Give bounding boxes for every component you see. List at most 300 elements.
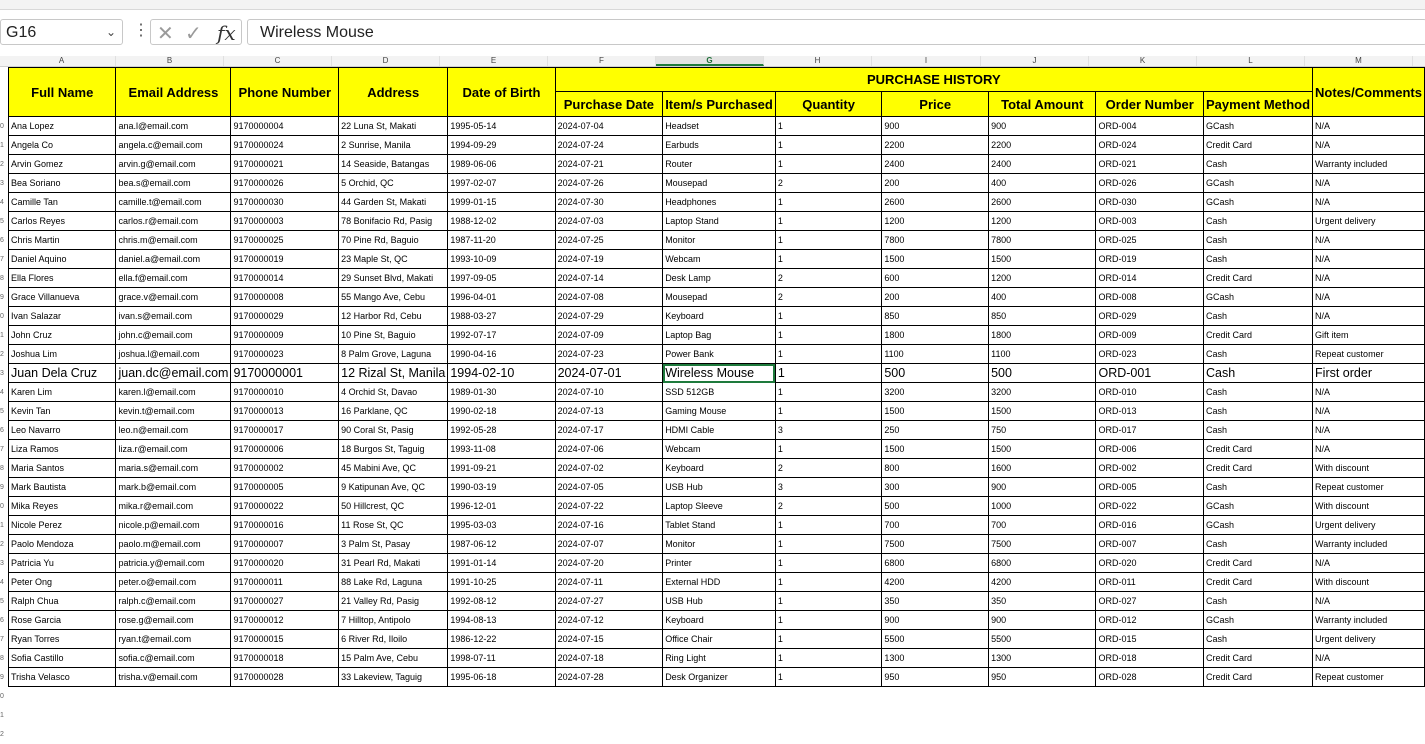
- cell-notes[interactable]: N/A: [1313, 174, 1425, 193]
- cell-full-name[interactable]: Patricia Yu: [9, 554, 116, 573]
- cell-payment[interactable]: Cash: [1204, 402, 1313, 421]
- cell-notes[interactable]: N/A: [1313, 592, 1425, 611]
- cell-full-name[interactable]: Leo Navarro: [9, 421, 116, 440]
- cell-notes[interactable]: Urgent delivery: [1313, 212, 1425, 231]
- cell-items[interactable]: Mousepad: [663, 288, 776, 307]
- cell-purchase-date[interactable]: 2024-07-26: [555, 174, 663, 193]
- cell-dob[interactable]: 1995-03-03: [448, 516, 555, 535]
- cell-notes[interactable]: First order: [1313, 364, 1425, 383]
- cell-payment[interactable]: Cash: [1204, 364, 1313, 383]
- cell-phone[interactable]: 9170000027: [231, 592, 339, 611]
- cell-quantity[interactable]: 1: [775, 592, 881, 611]
- cell-address[interactable]: 16 Parklane, QC: [339, 402, 448, 421]
- cell-purchase-date[interactable]: 2024-07-29: [555, 307, 663, 326]
- cell-purchase-date[interactable]: 2024-07-24: [555, 136, 663, 155]
- cell-dob[interactable]: 1991-09-21: [448, 459, 555, 478]
- cell-payment[interactable]: Credit Card: [1204, 459, 1313, 478]
- cell-purchase-date[interactable]: 2024-07-20: [555, 554, 663, 573]
- cell-phone[interactable]: 9170000012: [231, 611, 339, 630]
- cell-phone[interactable]: 9170000009: [231, 326, 339, 345]
- cell-quantity[interactable]: 1: [775, 136, 881, 155]
- cell-notes[interactable]: N/A: [1313, 554, 1425, 573]
- cell-price[interactable]: 200: [882, 288, 989, 307]
- column-letter-m[interactable]: M: [1305, 56, 1413, 66]
- cell-quantity[interactable]: 1: [775, 649, 881, 668]
- cell-items[interactable]: Ring Light: [663, 649, 776, 668]
- cell-email[interactable]: kevin.t@email.com: [116, 402, 231, 421]
- row-number[interactable]: 1: [0, 522, 4, 529]
- cell-email[interactable]: juan.dc@email.com: [116, 364, 231, 383]
- cell-full-name[interactable]: Karen Lim: [9, 383, 116, 402]
- cell-dob[interactable]: 1994-08-13: [448, 611, 555, 630]
- formula-input[interactable]: [247, 19, 1425, 45]
- cell-address[interactable]: 6 River Rd, Iloilo: [339, 630, 448, 649]
- cell-dob[interactable]: 1998-07-11: [448, 649, 555, 668]
- cell-email[interactable]: patricia.y@email.com: [116, 554, 231, 573]
- cell-purchase-date[interactable]: 2024-07-08: [555, 288, 663, 307]
- column-letter-a[interactable]: A: [8, 56, 116, 66]
- cell-purchase-date[interactable]: 2024-07-12: [555, 611, 663, 630]
- cell-phone[interactable]: 9170000008: [231, 288, 339, 307]
- cell-quantity[interactable]: 1: [775, 440, 881, 459]
- cell-items[interactable]: HDMI Cable: [663, 421, 776, 440]
- cell-email[interactable]: arvin.g@email.com: [116, 155, 231, 174]
- cell-email[interactable]: angela.c@email.com: [116, 136, 231, 155]
- cell-total[interactable]: 900: [989, 117, 1096, 136]
- cell-payment[interactable]: Credit Card: [1204, 668, 1313, 687]
- cell-quantity[interactable]: 1: [775, 611, 881, 630]
- cell-notes[interactable]: Repeat customer: [1313, 478, 1425, 497]
- cell-total[interactable]: 2600: [989, 193, 1096, 212]
- cell-dob[interactable]: 1989-01-30: [448, 383, 555, 402]
- cell-quantity[interactable]: 1: [775, 307, 881, 326]
- cell-dob[interactable]: 1997-09-05: [448, 269, 555, 288]
- cell-order-number[interactable]: ORD-010: [1096, 383, 1204, 402]
- cell-email[interactable]: joshua.l@email.com: [116, 345, 231, 364]
- cell-dob[interactable]: 1997-02-07: [448, 174, 555, 193]
- cell-purchase-date[interactable]: 2024-07-11: [555, 573, 663, 592]
- cell-phone[interactable]: 9170000024: [231, 136, 339, 155]
- column-letter-l[interactable]: L: [1197, 56, 1305, 66]
- cell-phone[interactable]: 9170000011: [231, 573, 339, 592]
- cell-total[interactable]: 700: [989, 516, 1096, 535]
- cell-total[interactable]: 900: [989, 611, 1096, 630]
- cell-dob[interactable]: 1992-08-12: [448, 592, 555, 611]
- cell-items[interactable]: Webcam: [663, 250, 776, 269]
- column-letter-c[interactable]: C: [224, 56, 332, 66]
- cell-price[interactable]: 500: [882, 497, 989, 516]
- cell-order-number[interactable]: ORD-003: [1096, 212, 1204, 231]
- row-number[interactable]: 7: [0, 256, 4, 263]
- cell-price[interactable]: 950: [882, 668, 989, 687]
- cell-payment[interactable]: Cash: [1204, 345, 1313, 364]
- row-number[interactable]: 0: [0, 123, 4, 130]
- cell-quantity[interactable]: 2: [775, 459, 881, 478]
- cell-price[interactable]: 900: [882, 611, 989, 630]
- cell-purchase-date[interactable]: 2024-07-15: [555, 630, 663, 649]
- cell-total[interactable]: 400: [989, 174, 1096, 193]
- cell-address[interactable]: 88 Lake Rd, Laguna: [339, 573, 448, 592]
- cell-payment[interactable]: GCash: [1204, 174, 1313, 193]
- cell-email[interactable]: peter.o@email.com: [116, 573, 231, 592]
- cell-phone[interactable]: 9170000019: [231, 250, 339, 269]
- cell-address[interactable]: 18 Burgos St, Taguig: [339, 440, 448, 459]
- cell-total[interactable]: 1500: [989, 250, 1096, 269]
- cell-phone[interactable]: 9170000005: [231, 478, 339, 497]
- cell-dob[interactable]: 1995-05-14: [448, 117, 555, 136]
- cell-dob[interactable]: 1994-02-10: [448, 364, 555, 383]
- cell-notes[interactable]: N/A: [1313, 231, 1425, 250]
- cell-address[interactable]: 22 Luna St, Makati: [339, 117, 448, 136]
- cell-items[interactable]: Monitor: [663, 231, 776, 250]
- cell-price[interactable]: 1800: [882, 326, 989, 345]
- cell-payment[interactable]: Credit Card: [1204, 573, 1313, 592]
- cell-payment[interactable]: Cash: [1204, 307, 1313, 326]
- cell-notes[interactable]: Repeat customer: [1313, 345, 1425, 364]
- cell-purchase-date[interactable]: 2024-07-17: [555, 421, 663, 440]
- cell-total[interactable]: 850: [989, 307, 1096, 326]
- cell-notes[interactable]: Warranty included: [1313, 535, 1425, 554]
- cell-items[interactable]: Office Chair: [663, 630, 776, 649]
- cell-order-number[interactable]: ORD-005: [1096, 478, 1204, 497]
- cell-email[interactable]: ralph.c@email.com: [116, 592, 231, 611]
- cell-notes[interactable]: N/A: [1313, 193, 1425, 212]
- header-items[interactable]: Item/s Purchased: [663, 92, 776, 117]
- cell-notes[interactable]: Gift item: [1313, 326, 1425, 345]
- cell-price[interactable]: 200: [882, 174, 989, 193]
- cell-full-name[interactable]: Arvin Gomez: [9, 155, 116, 174]
- cell-full-name[interactable]: Ivan Salazar: [9, 307, 116, 326]
- cell-items[interactable]: Webcam: [663, 440, 776, 459]
- cell-order-number[interactable]: ORD-018: [1096, 649, 1204, 668]
- cell-quantity[interactable]: 1: [775, 364, 881, 383]
- cell-price[interactable]: 7500: [882, 535, 989, 554]
- column-letter-g[interactable]: G: [656, 56, 764, 66]
- cell-purchase-date[interactable]: 2024-07-19: [555, 250, 663, 269]
- cell-quantity[interactable]: 2: [775, 269, 881, 288]
- cell-phone[interactable]: 9170000004: [231, 117, 339, 136]
- cell-notes[interactable]: N/A: [1313, 649, 1425, 668]
- row-number[interactable]: 4: [0, 579, 4, 586]
- cell-dob[interactable]: 1996-12-01: [448, 497, 555, 516]
- cell-price[interactable]: 7800: [882, 231, 989, 250]
- cell-payment[interactable]: Credit Card: [1204, 554, 1313, 573]
- cell-order-number[interactable]: ORD-007: [1096, 535, 1204, 554]
- cell-dob[interactable]: 1993-10-09: [448, 250, 555, 269]
- cell-price[interactable]: 900: [882, 117, 989, 136]
- cell-price[interactable]: 6800: [882, 554, 989, 573]
- cell-purchase-date[interactable]: 2024-07-23: [555, 345, 663, 364]
- cell-dob[interactable]: 1990-03-19: [448, 478, 555, 497]
- row-number[interactable]: 4: [0, 199, 4, 206]
- cell-phone[interactable]: 9170000001: [231, 364, 339, 383]
- cell-phone[interactable]: 9170000010: [231, 383, 339, 402]
- cell-phone[interactable]: 9170000003: [231, 212, 339, 231]
- cell-items[interactable]: USB Hub: [663, 478, 776, 497]
- header-total[interactable]: Total Amount: [989, 92, 1096, 117]
- row-number[interactable]: 9: [0, 674, 4, 681]
- row-number[interactable]: 2: [0, 731, 4, 738]
- cell-full-name[interactable]: Joshua Lim: [9, 345, 116, 364]
- cell-purchase-date[interactable]: 2024-07-27: [555, 592, 663, 611]
- cell-items[interactable]: Tablet Stand: [663, 516, 776, 535]
- row-number[interactable]: 6: [0, 427, 4, 434]
- row-number[interactable]: 5: [0, 218, 4, 225]
- cell-items[interactable]: Desk Organizer: [663, 668, 776, 687]
- cell-address[interactable]: 8 Palm Grove, Laguna: [339, 345, 448, 364]
- cell-email[interactable]: camille.t@email.com: [116, 193, 231, 212]
- more-options-icon[interactable]: ⋮: [133, 22, 149, 39]
- row-number[interactable]: 0: [0, 693, 4, 700]
- cell-total[interactable]: 1200: [989, 269, 1096, 288]
- cell-total[interactable]: 950: [989, 668, 1096, 687]
- cell-price[interactable]: 2400: [882, 155, 989, 174]
- cell-notes[interactable]: N/A: [1313, 402, 1425, 421]
- cell-email[interactable]: john.c@email.com: [116, 326, 231, 345]
- cell-payment[interactable]: Credit Card: [1204, 326, 1313, 345]
- cell-dob[interactable]: 1991-10-25: [448, 573, 555, 592]
- cell-payment[interactable]: Cash: [1204, 592, 1313, 611]
- cell-address[interactable]: 45 Mabini Ave, QC: [339, 459, 448, 478]
- cell-full-name[interactable]: Maria Santos: [9, 459, 116, 478]
- header-phone[interactable]: Phone Number: [231, 68, 339, 117]
- row-number[interactable]: 1: [0, 142, 4, 149]
- cell-items[interactable]: SSD 512GB: [663, 383, 776, 402]
- cell-email[interactable]: chris.m@email.com: [116, 231, 231, 250]
- cell-notes[interactable]: N/A: [1313, 136, 1425, 155]
- cell-address[interactable]: 15 Palm Ave, Cebu: [339, 649, 448, 668]
- cell-quantity[interactable]: 1: [775, 250, 881, 269]
- cell-purchase-date[interactable]: 2024-07-01: [555, 364, 663, 383]
- cell-payment[interactable]: Cash: [1204, 155, 1313, 174]
- row-number[interactable]: 4: [0, 389, 4, 396]
- cell-notes[interactable]: With discount: [1313, 573, 1425, 592]
- cell-total[interactable]: 1100: [989, 345, 1096, 364]
- column-letter-j[interactable]: J: [981, 56, 1089, 66]
- cell-phone[interactable]: 9170000030: [231, 193, 339, 212]
- cell-email[interactable]: bea.s@email.com: [116, 174, 231, 193]
- cell-price[interactable]: 1300: [882, 649, 989, 668]
- cell-payment[interactable]: GCash: [1204, 516, 1313, 535]
- cell-items[interactable]: Laptop Bag: [663, 326, 776, 345]
- cell-quantity[interactable]: 2: [775, 288, 881, 307]
- cell-total[interactable]: 400: [989, 288, 1096, 307]
- cell-order-number[interactable]: ORD-014: [1096, 269, 1204, 288]
- cell-items[interactable]: Keyboard: [663, 307, 776, 326]
- cell-notes[interactable]: Urgent delivery: [1313, 630, 1425, 649]
- cell-address[interactable]: 4 Orchid St, Davao: [339, 383, 448, 402]
- cell-payment[interactable]: Cash: [1204, 478, 1313, 497]
- cell-items[interactable]: External HDD: [663, 573, 776, 592]
- cell-price[interactable]: 1500: [882, 402, 989, 421]
- name-box[interactable]: [0, 19, 123, 45]
- cell-price[interactable]: 500: [882, 364, 989, 383]
- cell-full-name[interactable]: Mark Bautista: [9, 478, 116, 497]
- cell-purchase-date[interactable]: 2024-07-13: [555, 402, 663, 421]
- cell-full-name[interactable]: Angela Co: [9, 136, 116, 155]
- row-number[interactable]: 7: [0, 446, 4, 453]
- cell-address[interactable]: 78 Bonifacio Rd, Pasig: [339, 212, 448, 231]
- cell-quantity[interactable]: 1: [775, 383, 881, 402]
- cell-price[interactable]: 5500: [882, 630, 989, 649]
- row-number[interactable]: 8: [0, 275, 4, 282]
- cell-items[interactable]: Laptop Stand: [663, 212, 776, 231]
- cell-quantity[interactable]: 1: [775, 668, 881, 687]
- chevron-down-icon[interactable]: ⌄: [105, 25, 116, 39]
- cell-phone[interactable]: 9170000016: [231, 516, 339, 535]
- cell-items[interactable]: Headphones: [663, 193, 776, 212]
- cell-order-number[interactable]: ORD-020: [1096, 554, 1204, 573]
- cell-quantity[interactable]: 1: [775, 155, 881, 174]
- cell-phone[interactable]: 9170000014: [231, 269, 339, 288]
- cell-email[interactable]: nicole.p@email.com: [116, 516, 231, 535]
- cell-items[interactable]: Router: [663, 155, 776, 174]
- cell-dob[interactable]: 1986-12-22: [448, 630, 555, 649]
- cell-address[interactable]: 29 Sunset Blvd, Makati: [339, 269, 448, 288]
- cancel-icon[interactable]: ✕: [157, 23, 174, 45]
- cell-notes[interactable]: N/A: [1313, 440, 1425, 459]
- cell-full-name[interactable]: Daniel Aquino: [9, 250, 116, 269]
- row-number[interactable]: 0: [0, 503, 4, 510]
- cell-price[interactable]: 850: [882, 307, 989, 326]
- row-number[interactable]: 2: [0, 541, 4, 548]
- cell-payment[interactable]: Credit Card: [1204, 269, 1313, 288]
- cell-total[interactable]: 900: [989, 478, 1096, 497]
- header-full-name[interactable]: Full Name: [9, 68, 116, 117]
- cell-price[interactable]: 700: [882, 516, 989, 535]
- row-number[interactable]: 6: [0, 617, 4, 624]
- cell-full-name[interactable]: Carlos Reyes: [9, 212, 116, 231]
- cell-phone[interactable]: 9170000018: [231, 649, 339, 668]
- cell-quantity[interactable]: 1: [775, 554, 881, 573]
- row-number[interactable]: 7: [0, 636, 4, 643]
- cell-phone[interactable]: 9170000028: [231, 668, 339, 687]
- cell-order-number[interactable]: ORD-019: [1096, 250, 1204, 269]
- cell-total[interactable]: 5500: [989, 630, 1096, 649]
- cell-items[interactable]: Desk Lamp: [663, 269, 776, 288]
- cell-items[interactable]: Printer: [663, 554, 776, 573]
- cell-quantity[interactable]: 1: [775, 630, 881, 649]
- cell-dob[interactable]: 1988-12-02: [448, 212, 555, 231]
- cell-payment[interactable]: GCash: [1204, 117, 1313, 136]
- cell-order-number[interactable]: ORD-011: [1096, 573, 1204, 592]
- cell-order-number[interactable]: ORD-025: [1096, 231, 1204, 250]
- cell-full-name[interactable]: Sofia Castillo: [9, 649, 116, 668]
- cell-address[interactable]: 14 Seaside, Batangas: [339, 155, 448, 174]
- cell-order-number[interactable]: ORD-004: [1096, 117, 1204, 136]
- cell-quantity[interactable]: 1: [775, 326, 881, 345]
- cell-items[interactable]: Mousepad: [663, 174, 776, 193]
- cell-quantity[interactable]: 1: [775, 193, 881, 212]
- cell-payment[interactable]: Cash: [1204, 383, 1313, 402]
- cell-email[interactable]: mika.r@email.com: [116, 497, 231, 516]
- row-number[interactable]: 1: [0, 712, 4, 719]
- cell-phone[interactable]: 9170000017: [231, 421, 339, 440]
- header-quantity[interactable]: Quantity: [775, 92, 881, 117]
- header-price[interactable]: Price: [882, 92, 989, 117]
- cell-email[interactable]: karen.l@email.com: [116, 383, 231, 402]
- cell-order-number[interactable]: ORD-006: [1096, 440, 1204, 459]
- cell-items[interactable]: Keyboard: [663, 459, 776, 478]
- cell-quantity[interactable]: 1: [775, 516, 881, 535]
- cell-payment[interactable]: Credit Card: [1204, 440, 1313, 459]
- cell-full-name[interactable]: Paolo Mendoza: [9, 535, 116, 554]
- cell-phone[interactable]: 9170000025: [231, 231, 339, 250]
- row-number[interactable]: 3: [0, 560, 4, 567]
- cell-dob[interactable]: 1992-07-17: [448, 326, 555, 345]
- cell-email[interactable]: sofia.c@email.com: [116, 649, 231, 668]
- cell-full-name[interactable]: Bea Soriano: [9, 174, 116, 193]
- cell-quantity[interactable]: 1: [775, 117, 881, 136]
- cell-full-name[interactable]: Ella Flores: [9, 269, 116, 288]
- cell-dob[interactable]: 1987-11-20: [448, 231, 555, 250]
- cell-payment[interactable]: Cash: [1204, 421, 1313, 440]
- cell-email[interactable]: carlos.r@email.com: [116, 212, 231, 231]
- cell-order-number[interactable]: ORD-017: [1096, 421, 1204, 440]
- cell-price[interactable]: 2600: [882, 193, 989, 212]
- cell-notes[interactable]: N/A: [1313, 117, 1425, 136]
- row-number[interactable]: 2: [0, 351, 4, 358]
- cell-payment[interactable]: Cash: [1204, 212, 1313, 231]
- cell-price[interactable]: 800: [882, 459, 989, 478]
- cell-total[interactable]: 1200: [989, 212, 1096, 231]
- row-number[interactable]: 5: [0, 598, 4, 605]
- cell-notes[interactable]: Repeat customer: [1313, 668, 1425, 687]
- cell-purchase-date[interactable]: 2024-07-28: [555, 668, 663, 687]
- cell-order-number[interactable]: ORD-016: [1096, 516, 1204, 535]
- cell-phone[interactable]: 9170000022: [231, 497, 339, 516]
- cell-order-number[interactable]: ORD-012: [1096, 611, 1204, 630]
- cell-address[interactable]: 21 Valley Rd, Pasig: [339, 592, 448, 611]
- cell-price[interactable]: 1100: [882, 345, 989, 364]
- cell-notes[interactable]: N/A: [1313, 269, 1425, 288]
- cell-quantity[interactable]: 2: [775, 174, 881, 193]
- column-letter-d[interactable]: D: [332, 56, 440, 66]
- cell-purchase-date[interactable]: 2024-07-02: [555, 459, 663, 478]
- cell-dob[interactable]: 1989-06-06: [448, 155, 555, 174]
- cell-payment[interactable]: Credit Card: [1204, 649, 1313, 668]
- row-number[interactable]: 3: [0, 180, 4, 187]
- column-letter-h[interactable]: H: [764, 56, 872, 66]
- cell-order-number[interactable]: ORD-030: [1096, 193, 1204, 212]
- cell-total[interactable]: 7500: [989, 535, 1096, 554]
- cell-quantity[interactable]: 1: [775, 573, 881, 592]
- cell-payment[interactable]: GCash: [1204, 497, 1313, 516]
- cell-phone[interactable]: 9170000015: [231, 630, 339, 649]
- cell-price[interactable]: 3200: [882, 383, 989, 402]
- cell-items[interactable]: Keyboard: [663, 611, 776, 630]
- cell-dob[interactable]: 1995-06-18: [448, 668, 555, 687]
- cell-price[interactable]: 1200: [882, 212, 989, 231]
- cell-purchase-date[interactable]: 2024-07-10: [555, 383, 663, 402]
- cell-address[interactable]: 23 Maple St, QC: [339, 250, 448, 269]
- cell-total[interactable]: 3200: [989, 383, 1096, 402]
- cell-purchase-date[interactable]: 2024-07-07: [555, 535, 663, 554]
- cell-address[interactable]: 3 Palm St, Pasay: [339, 535, 448, 554]
- cell-phone[interactable]: 9170000026: [231, 174, 339, 193]
- row-number[interactable]: 8: [0, 465, 4, 472]
- cell-purchase-date[interactable]: 2024-07-16: [555, 516, 663, 535]
- cell-payment[interactable]: Cash: [1204, 630, 1313, 649]
- cell-dob[interactable]: 1990-04-16: [448, 345, 555, 364]
- row-number[interactable]: 1: [0, 332, 4, 339]
- cell-total[interactable]: 1500: [989, 402, 1096, 421]
- cell-address[interactable]: 12 Rizal St, Manila: [339, 364, 448, 383]
- cell-full-name[interactable]: Mika Reyes: [9, 497, 116, 516]
- cell-total[interactable]: 1300: [989, 649, 1096, 668]
- cell-quantity[interactable]: 1: [775, 231, 881, 250]
- cell-total[interactable]: 500: [989, 364, 1096, 383]
